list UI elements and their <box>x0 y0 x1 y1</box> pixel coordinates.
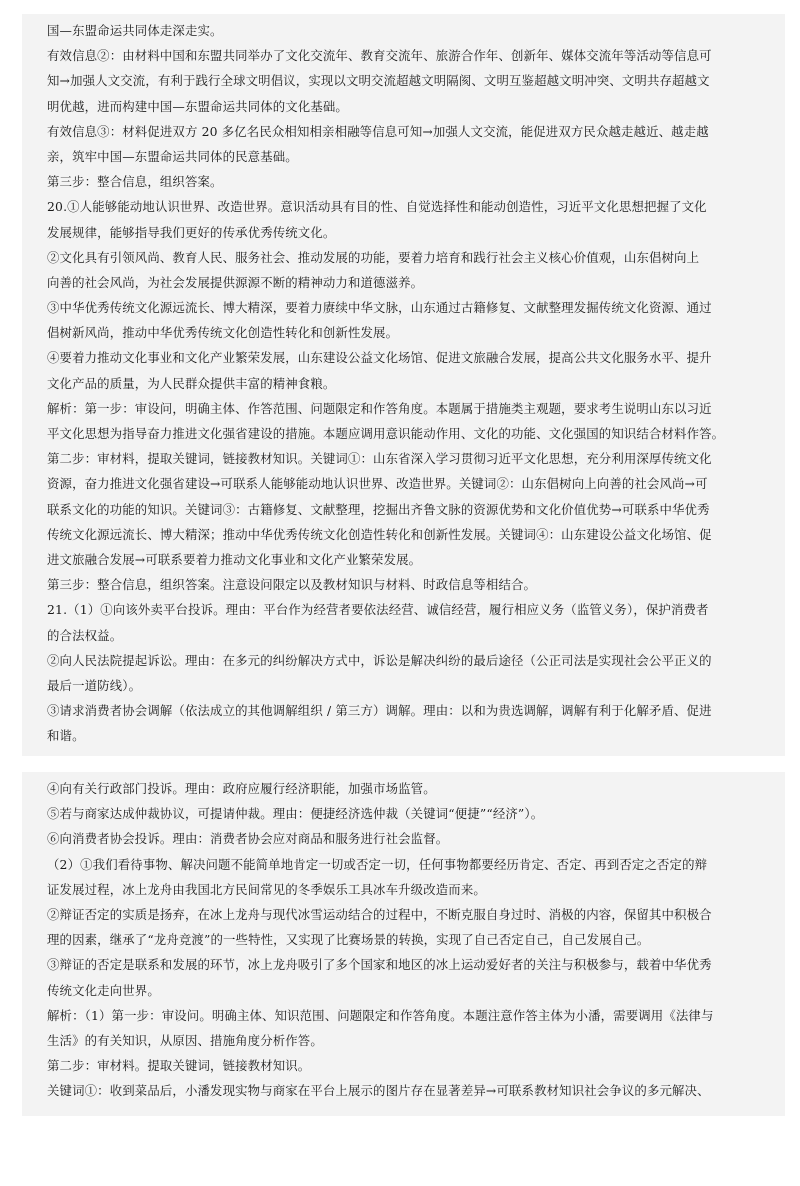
text-line: ④要着力推动文化事业和文化产业繁荣发展，山东建设公益文化场馆、促进文旅融合发展，提高公共文化服务水平、提升 <box>47 350 712 366</box>
text-line: 有效信息③：材料促进双方 20 多亿名民众相知相亲相融等信息可知→加强人文交流，能促进双方民众越走越近、越走越 <box>47 123 709 139</box>
text-line: 传统文化走向世界。 <box>47 982 160 998</box>
text-line: ④向有关行政部门投诉。理由：政府应履行经济职能，加强市场监管。 <box>47 781 436 796</box>
text-line: ③辩证的否定是联系和发展的环节，冰上龙舟吸引了多个国家和地区的冰上运动爱好者的关注与积极参与，载着中华优秀 <box>47 957 712 973</box>
text-line: 第二步：审材料，提取关键词，链接教材知识。关键词①：山东省深入学习贯彻习近平文化思想，充分利用深厚传统文化 <box>47 451 712 467</box>
text-line: 平文化思想为指导奋力推进文化强省建设的措施。本题应调用意识能动作用、文化的功能、文化强国的知识结合材料作答。 <box>47 426 725 441</box>
text-line: 明优越，进而构建中国—东盟命运共同体的文化基础。 <box>47 98 348 114</box>
text-line: ⑤若与商家达成仲裁协议，可提请仲裁。理由：便捷经济选仲裁（关键词“便捷”“经济”）。 <box>47 806 544 822</box>
text-line: （2）①我们看待事物、解决问题不能简单地肯定一切或否定一切，任何事物都要经历肯定、否定、再到否定之否定的辩 <box>47 856 708 872</box>
text-line: 生活》的有关知识，从原因、措施角度分析作答。 <box>47 1032 323 1048</box>
text-line: 有效信息②：由材料中国和东盟共同举办了文化交流年、教育交流年、旅游合作年、创新年、媒体交流年等活动等信息可 <box>47 48 712 64</box>
text-line: 和谐。 <box>47 728 85 744</box>
text-line: 解析：第一步：审设问，明确主体、作答范围、问题限定和作答角度。本题属于措施类主观题，要求考生说明山东以习近 <box>47 400 712 416</box>
text-line: 传统文化源远流长、博大精深；推动中华优秀传统文化创造性转化和创新性发展。关键词④：山东建设公益文化场馆、促 <box>47 526 712 542</box>
text-line: 解析：（1）第一步：审设问。明确主体、知识范围、问题限定和作答角度。本题注意作答主体为小潘，需要调用《法律与 <box>47 1007 714 1023</box>
text-line: 第三步：整合信息，组织答案。注意设问限定以及教材知识与材料、时政信息等相结合。 <box>47 577 537 593</box>
text-line: 20.①人能够能动地认识世界、改造世界。意识活动具有目的性、自觉选择性和能动创造性，习近平文化思想把握了文化 <box>47 199 707 215</box>
text-line: 理的因素，继承了“龙舟竞渡”的一些特性，又实现了比赛场景的转换，实现了自己否定自己，自己发展自己。 <box>47 932 650 948</box>
text-line: ③请求消费者协会调解（依法成立的其他调解组织 / 第三方）调解。理由：以和为贵选调解，调解有利于化解矛盾、促进 <box>47 703 712 719</box>
answer-panel-top <box>22 14 785 756</box>
text-line: 国—东盟命运共同体走深走实。 <box>47 23 223 38</box>
text-line: 的合法权益。 <box>47 627 123 643</box>
text-line: 资源，奋力推进文化强省建设→可联系人能够能动地认识世界、改造世界。关键词②：山东倡树向上向善的社会风尚→可 <box>47 476 708 492</box>
text-line: 倡树新风尚，推动中华优秀传统文化创造性转化和创新性发展。 <box>47 325 399 341</box>
text-line: 联系文化的功能的知识。关键词③：古籍修复、文献整理，挖掘出齐鲁文脉的资源优势和文化价值优势→可联系中华优秀 <box>47 501 710 517</box>
text-line: 向善的社会风尚，为社会发展提供源源不断的精神动力和道德滋养。 <box>47 274 424 290</box>
text-line: ②辩证否定的实质是扬弃，在冰上龙舟与现代冰雪运动结合的过程中，不断克服自身过时、消极的内容，保留其中积极合 <box>47 906 712 922</box>
text-line: 关键词①：收到菜品后，小潘发现实物与商家在平台上展示的图片存在显著差异→可联系教材知识社会争议的多元解决、 <box>47 1083 710 1099</box>
text-line: ②文化具有引领风尚、教育人民、服务社会、推动发展的功能，要着力培育和践行社会主义核心价值观，山东倡树向上 <box>47 249 700 265</box>
text-line: 亲，筑牢中国—东盟命运共同体的民意基础。 <box>47 148 298 164</box>
text-line: ⑥向消费者协会投诉。理由：消费者协会应对商品和服务进行社会监督。 <box>47 831 449 847</box>
text-line: 21.（1）①向该外卖平台投诉。理由：平台作为经营者要依法经营、诚信经营，履行相应义务（监管义务），保护消费者 <box>47 602 709 618</box>
text-line: 证发展过程，冰上龙舟由我国北方民间常见的冬季娱乐工具冰车升级改造而来。 <box>47 881 486 897</box>
text-line: 第三步：整合信息，组织答案。 <box>47 174 223 190</box>
text-line: ③中华优秀传统文化源远流长、博大精深，要着力赓续中华文脉，山东通过古籍修复、文献整理发掘传统文化资源、通过 <box>47 300 712 316</box>
answer-panel-bottom <box>22 772 785 1116</box>
text-line: ②向人民法院提起诉讼。理由：在多元的纠纷解决方式中，诉讼是解决纠纷的最后途径（公正司法是实现社会公平正义的 <box>47 652 712 668</box>
text-line: 发展规律，能够指导我们更好的传承优秀传统文化。 <box>47 224 336 240</box>
text-line: 文化产品的质量，为人民群众提供丰富的精神食粮。 <box>47 375 336 391</box>
text-line: 知→加强人文交流，有利于践行全球文明倡议，实现以文明交流超越文明隔阂、文明互鉴超越文明冲突、文明共存超越文 <box>47 73 710 89</box>
text-line: 最后一道防线）。 <box>47 677 142 693</box>
text-line: 第二步：审材料。提取关键词，链接教材知识。 <box>47 1058 311 1074</box>
text-line: 进文旅融合发展→可联系要着力推动文化事业和文化产业繁荣发展。 <box>47 551 422 567</box>
